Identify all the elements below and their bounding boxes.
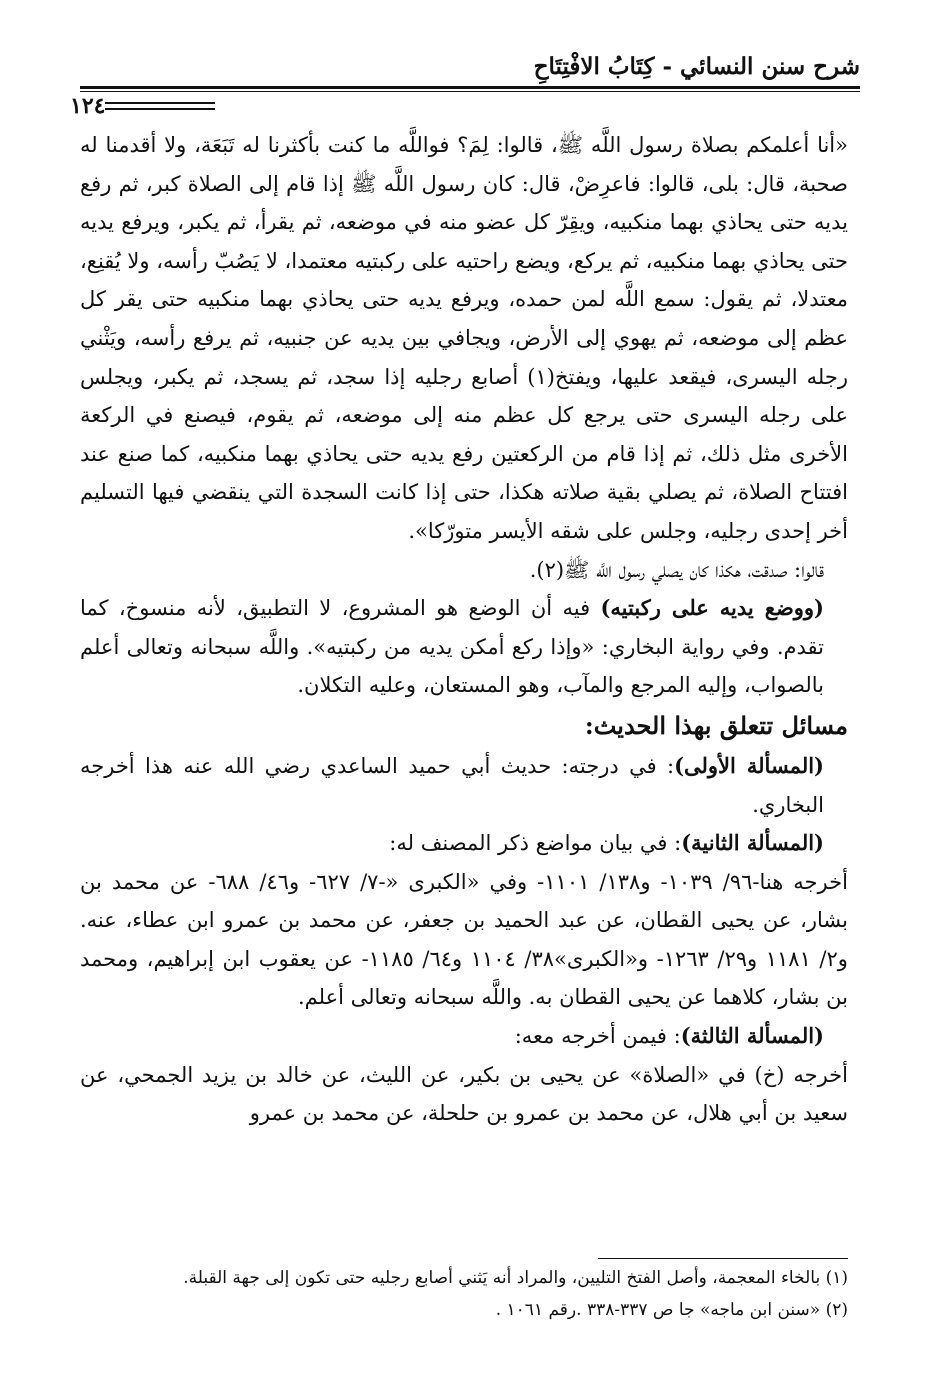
page-number: ١٢٤ (70, 93, 106, 119)
issue-2-body: أخرجه هنا-٩٦/ ١٠٣٩- و١٣٨/ ١١٠١- وفي «الكبرى «-٧/ ٦٢٧- و٤٦/ ٦٨٨- عن محمد بن بشار، عن يحيى القطان، عن عبد الحميد بن جعفر، عن محمد بن عمرو ابن عطاء، عنه. و٢/ ١١٨١ و٢٩/ ١٢٦٣- و«الكبرى»٣٨/ ١١٠٤ و٦٤/ ١١٨٥- عن يعقوب ابن إبراهيم، ومحمد بن بشار، كلاهما عن يحيى القطان به. واللَّه سبحانه وتعالى أعلم. (80, 869, 848, 1010)
explanation-term: (ووضع يديه على ركبتيه) (600, 595, 824, 621)
page-number-block (70, 92, 260, 120)
section-heading: مسائل تتعلق بهذا الحديث: (584, 710, 848, 740)
hadith-paragraph: «أنا أعلمكم بصلاة رسول اللَّه ﷺ، قالوا: لِمَ؟ فواللَّه ما كنت بأكثرنا له تَبَعَة، ولا أقدمنا له صحبة، قال: بلى، قالوا: فاعرِضْ، قال: كان رسول اللَّه ﷺ إذا قام إلى الصلاة كبر، ثم رفع يديه حتى يحاذي بهما منكبيه، ويقِرّ كل عضو منه في موضعه، ثم يقرأ، ثم يكبر، ويرفع يديه حتى يحاذي بهما منكبيه، ثم يركع، ويضع راحتيه على ركبتيه معتمدا، لا يَصُبّ رأسه، ولا يُقنِع، معتدلا، ثم يقول: سمع اللَّه لمن حمده، ويرفع يديه حتى يحاذي بهما منكبيه حتى يقر كل عظم إلى موضعه، ثم يهوي إلى الأرض، ويجافي بين يديه عن جنبيه، ثم يرفع رأسه، ويَثْني رجله اليسرى، فيقعد عليها، ويفتخ(١) أصابع رجليه إذا سجد، ثم يسجد، ثم يكبر، ويجلس على رجله اليسرى حتى يرجع كل عظم منه إلى موضعه، ثم يقوم، فيصنع في الركعة الأخرى مثل ذلك، ثم إذا قام من الركعتين رفع يديه حتى يحاذي بهما منكبيه، كما صنع عند افتتاح الصلاة، ثم يصلي بقية صلاته هكذا، حتى إذا كانت السجدة التي ينقضي فيها التسليم أخر إحدى رجليه، وجلس على شقه الأيسر متورّكا». (80, 133, 848, 543)
issue-1-label: (المسألة الأولى) (674, 752, 824, 778)
issue-3-text: : فيمن أخرجه معه: (514, 1024, 681, 1049)
explanation-text: فيه أن الوضع هو المشروع، لا التطبيق، لأنه منسوخ، كما تقدم. وفي رواية البخاري: «وإذا ركع أمكن يديه من ركبتيه». واللَّه سبحانه وتعالى أعلم بالصواب، وإليه المرجع والمآب، وهو المستعان، وعليه التكلان. (80, 596, 824, 698)
main-text (80, 126, 848, 1133)
hadith-conclusion: قالوا: صدقت، هكذا كان يصلي رسول اللَّه ﷺ(٢). (529, 557, 824, 582)
footnote-rule (598, 1258, 848, 1259)
issue-1 (80, 747, 848, 824)
running-title: شرح سنن النسائي - كِتَابُ الافْتِتَاحِ (533, 53, 860, 80)
issue-3 (80, 1017, 848, 1056)
page-number-rule (105, 98, 215, 114)
issue-3-body: أخرجه (خ) في «الصلاة» عن يحيى بن بكير، عن الليث، عن خالد بن يزيد الجمحي، عن سعيد بن أبي هلال، عن محمد بن عمرو بن حلحلة، عن محمد بن عمرو (80, 1062, 848, 1126)
issue-2-label: (المسألة الثانية) (681, 830, 824, 856)
issue-1-text: : في درجته: حديث أبي حميد الساعدي رضي الله عنه هذا أخرجه البخاري. (80, 753, 824, 817)
issue-2 (80, 824, 848, 863)
explanation-paragraph (80, 589, 848, 705)
header-rule (80, 86, 860, 89)
footnotes (80, 1262, 848, 1326)
footnote-1: (١) بالخاء المعجمة، وأصل الفتخ التليين، والمراد أنه يَثني أصابع رجليه حتى تكون إلى جهة القبلة. (183, 1268, 848, 1288)
footnote-2: (٢) «سنن ابن ماجه» جا ص ٣٣٧-٣٣٨ .رقم ١٠٦١ . (495, 1300, 848, 1320)
issue-2-text: : في بيان مواضع ذكر المصنف له: (389, 831, 682, 856)
issue-3-label: (المسألة الثالثة) (680, 1023, 824, 1049)
